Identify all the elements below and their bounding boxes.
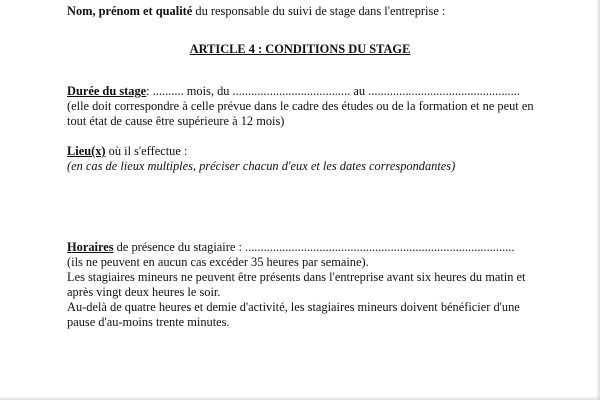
lieu-note-text: (en cas de lieux multiples, préciser chacun d'eux et les dates correspondantes) — [67, 159, 456, 173]
lieu-label: Lieu(x) — [67, 144, 106, 158]
page-edge-shadow-right — [596, 0, 600, 400]
duree-note-1: (elle doit correspondre à celle prévue dans le cadre des études ou de la formation et ne peut en — [67, 99, 534, 113]
duree-note-2: tout état de cause être supérieure à 12 mois) — [67, 114, 285, 128]
responsable-label-rest: du responsable du suivi de stage dans l'entreprise : — [192, 4, 446, 18]
horaires-line-5: Au-delà de quatre heures et demie d'activité, les stagiaires mineurs doivent bénéficier d'une — [67, 300, 520, 314]
horaires-label: Horaires — [67, 240, 114, 254]
duree-fields: : .......... mois, du ...................................... au ................................................. — [146, 84, 520, 98]
horaires-line-3: Les stagiaires mineurs ne peuvent être présents dans l'entreprise avant six heures du matin et — [67, 270, 526, 284]
horaires-label-rest: de présence du stagiaire : ....................................................................................... — [113, 240, 515, 254]
horaires-line-6: pause d'au-moins trente minutes. — [67, 315, 230, 329]
article-title: ARTICLE 4 : CONDITIONS DU STAGE — [189, 42, 411, 56]
page-edge-shadow-bottom — [0, 396, 600, 400]
responsable-label: Nom, prénom et qualité — [67, 4, 193, 18]
horaires-line-2: (ils ne peuvent en aucun cas excéder 35 heures par semaine). — [67, 255, 369, 269]
duree-label: Durée du stage — [67, 84, 147, 98]
lieu-note — [67, 159, 455, 175]
responsable-line — [67, 4, 445, 20]
horaires-line — [67, 240, 515, 256]
horaires-line-4: après vingt deux heures le soir. — [67, 285, 221, 299]
lieu-label-rest: où il s'effectue : — [105, 144, 188, 158]
duree-line — [67, 84, 520, 100]
lieu-line — [67, 144, 187, 160]
